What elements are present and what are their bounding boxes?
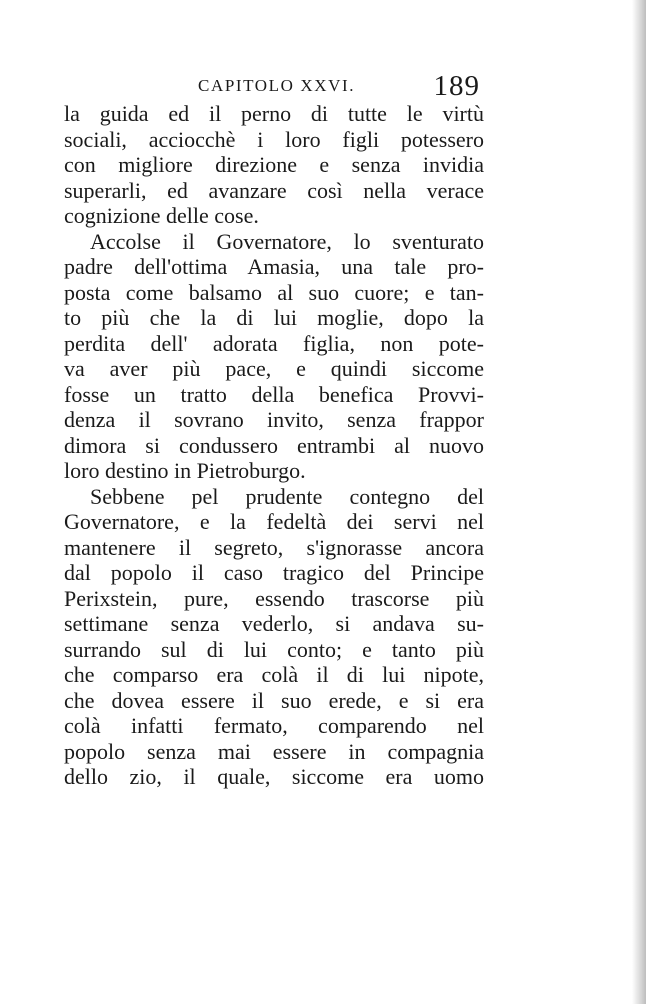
page-number: 189 [433, 70, 480, 102]
chapter-title: CAPITOLO XXVI. [198, 76, 356, 95]
text-line: la guida ed il perno di tutte le virtù [64, 101, 484, 126]
text-line: fosse un tratto della benefica Provvi- [64, 381, 484, 407]
page-edge-shadow [632, 0, 646, 1004]
text-line: colà infatti fermato, comparendo nel [64, 713, 484, 738]
text-line: padre dell'ottima Amasia, una tale pro- [64, 254, 484, 279]
text-line: va aver più pace, e quindi siccome [64, 356, 484, 381]
text-line: cognizione delle cose. [64, 203, 259, 228]
text-line: perdita dell' adorata figlia, non pote- [64, 330, 484, 356]
running-head [66, 70, 480, 104]
text-line: che comparso era colà il di lui nipote, [64, 662, 484, 687]
text-line: settimane senza vederlo, si andava su- [64, 611, 484, 636]
text-line: Governatore, e la fedeltà dei servi nel [64, 509, 484, 534]
text-line: to più che la di lui moglie, dopo la [64, 305, 484, 330]
body-text [64, 101, 484, 790]
text-line: dal popolo il caso tragico del Principe [64, 560, 484, 585]
text-line: con migliore direzione e senza invidia [64, 152, 484, 177]
text-line: surrando sul di lui conto; e tanto più [64, 636, 484, 662]
paragraph-start-line: Sebbene pel prudente contegno del [90, 483, 484, 509]
text-line: loro destino in Pietroburgo. [64, 458, 306, 483]
text-line: dello zio, il quale, siccome era uomo [64, 764, 484, 789]
text-line: superarli, ed avanzare così nella verace [64, 177, 484, 203]
text-line: mantenere il segreto, s'ignorasse ancora [64, 534, 484, 560]
paragraph-start-line: Accolse il Governatore, lo sventurato [90, 228, 484, 254]
text-line: che dovea essere il suo erede, e si era [64, 687, 484, 713]
text-line: Perixstein, pure, essendo trascorse più [64, 585, 484, 611]
text-line: sociali, acciocchè i loro figli potessero [64, 126, 484, 152]
text-line: dimora si condussero entrambi al nuovo [64, 432, 484, 458]
text-line: posta come balsamo al suo cuore; e tan- [64, 279, 484, 305]
text-line: popolo senza mai essere in compagnia [64, 738, 484, 764]
text-line: denza il sovrano invito, senza frappor [64, 407, 484, 432]
